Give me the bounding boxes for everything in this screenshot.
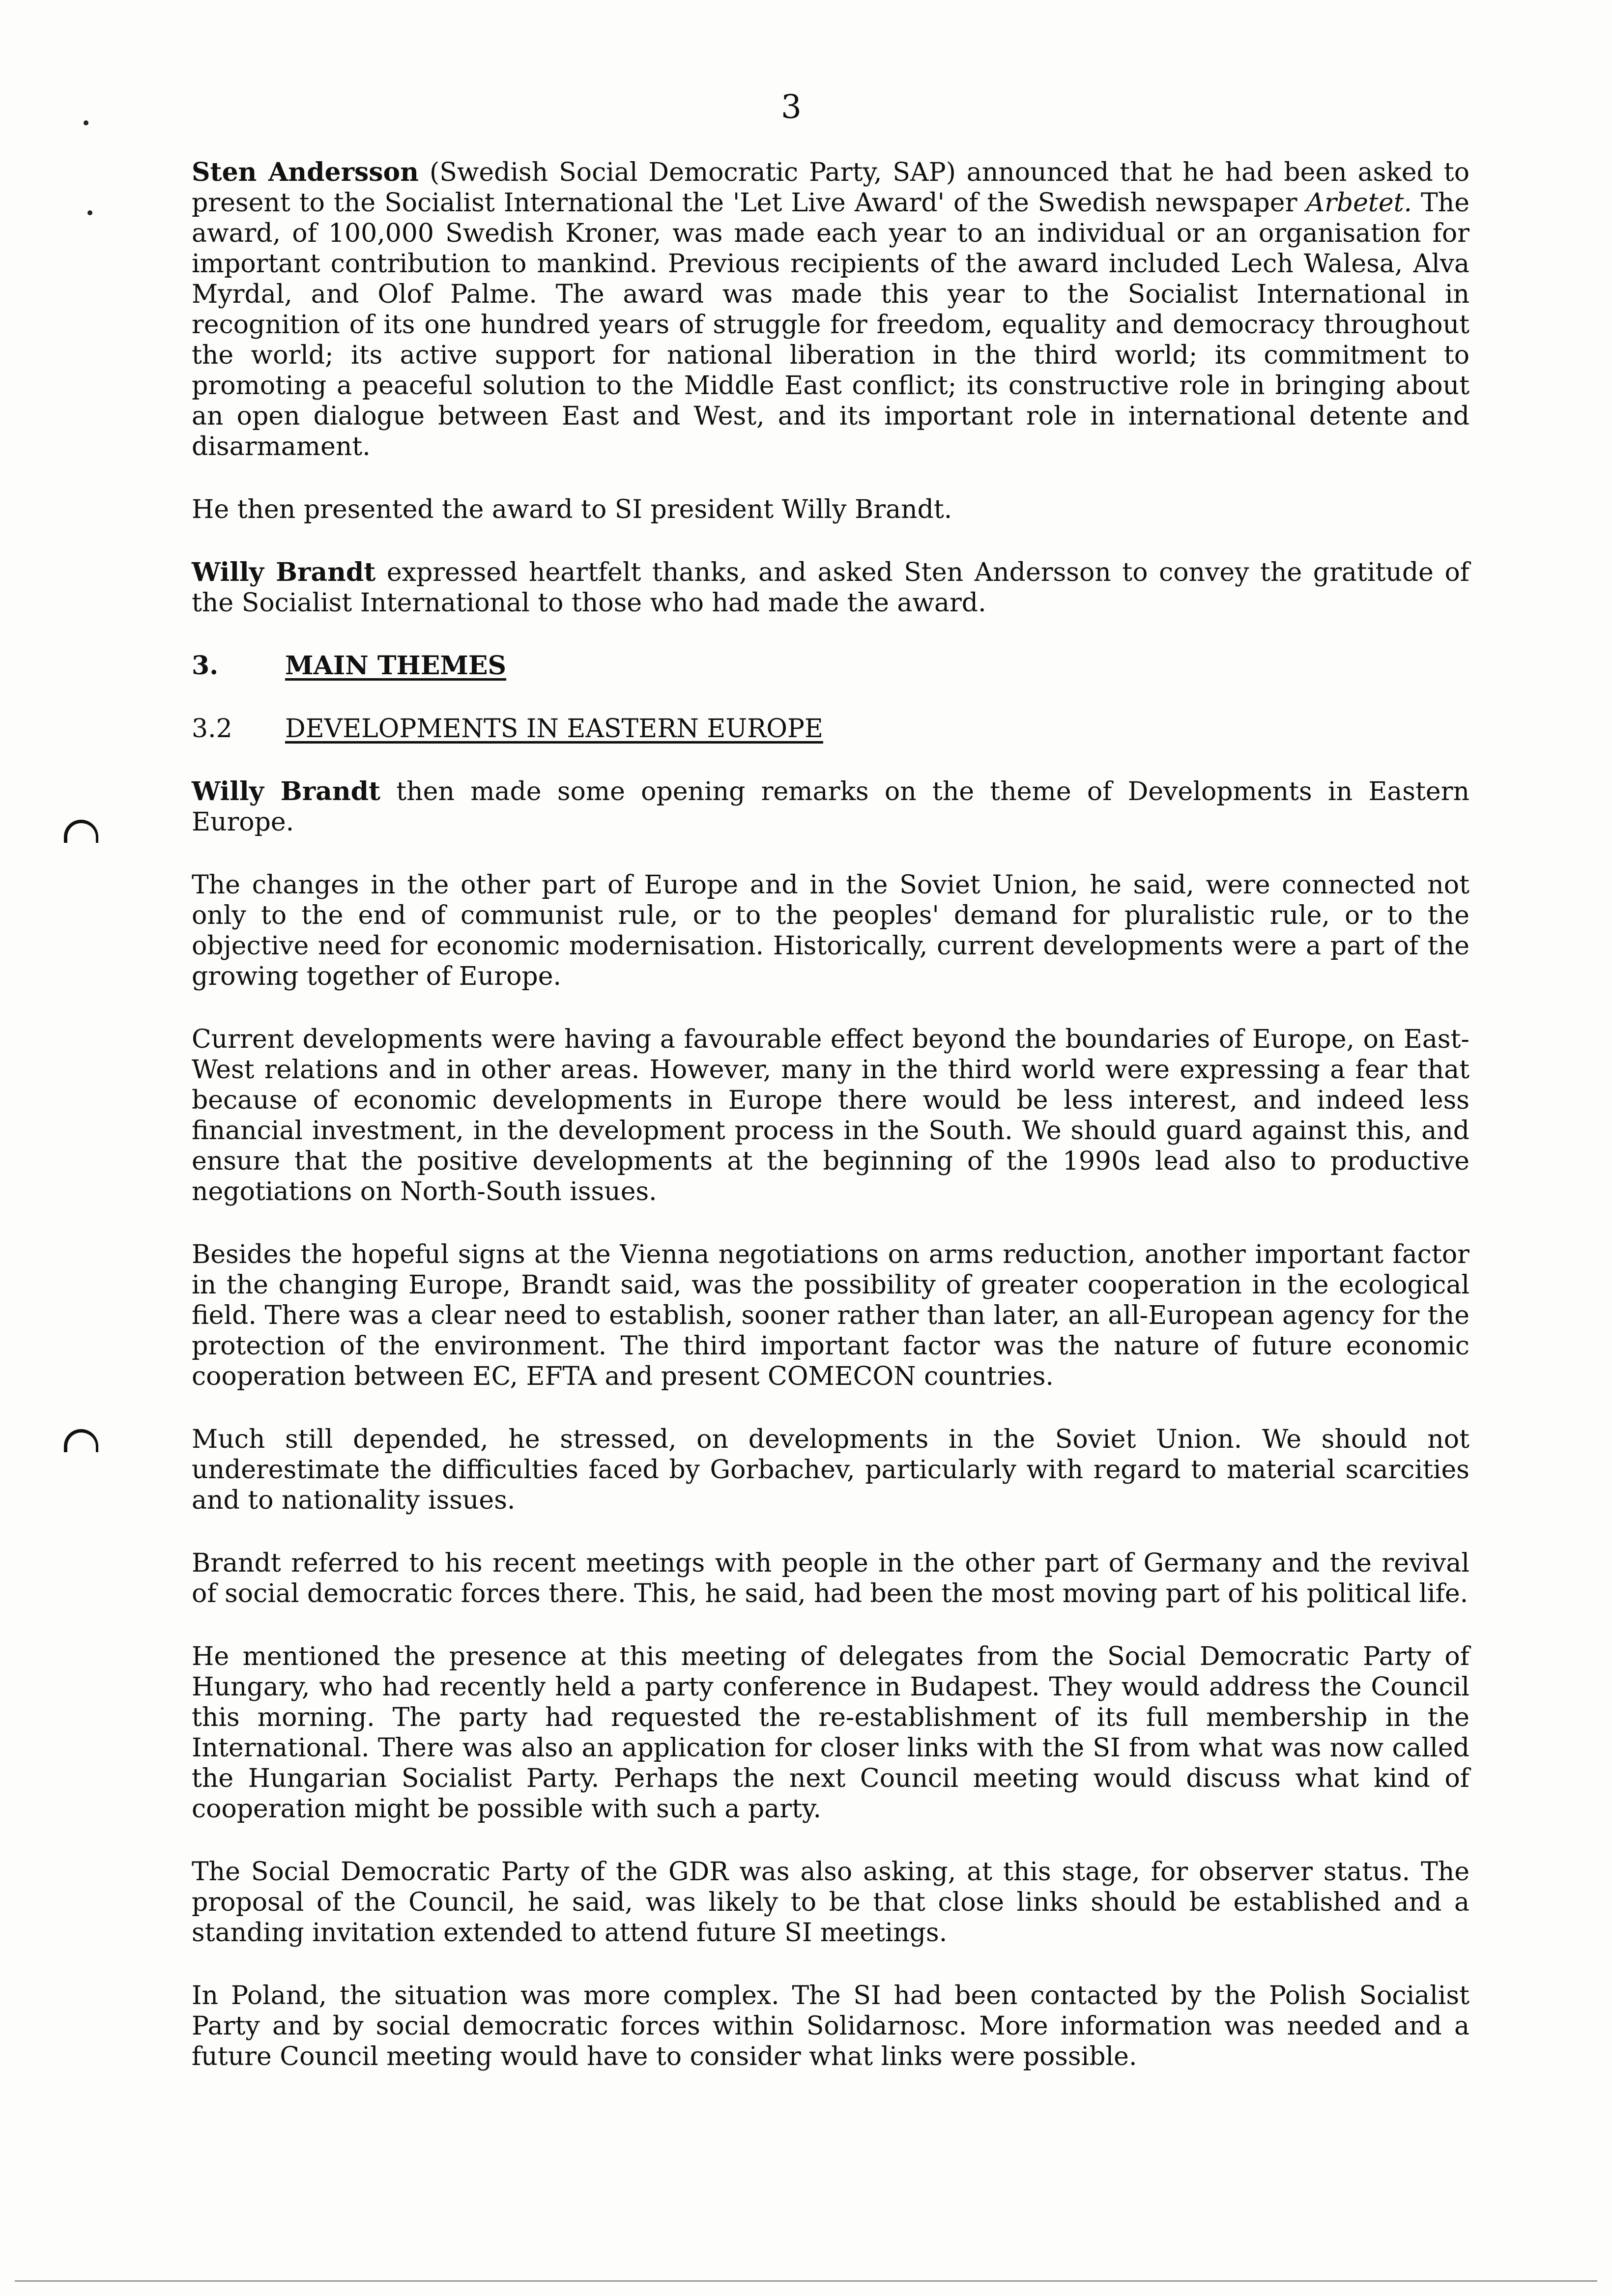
section-heading-main-themes (192, 651, 1469, 681)
section-title: DEVELOPMENTS IN EASTERN EUROPE (285, 714, 823, 744)
paragraph-changes-in-europe: The changes in the other part of Europe and in the Soviet Union, he said, were connected not only to the end of communist rule, or to the peoples' demand for pluralistic rule, or to the objective need for economic modernisation. Historically, current developments were a part of the growing together of Europe. (192, 870, 1469, 991)
newspaper-name: Arbetet. (1306, 188, 1412, 218)
margin-arc-mark (64, 1429, 98, 1452)
paragraph-text: expressed heartfelt thanks, and asked Sten Andersson to convey the gratitude of the Socialist International to those who had made the award. (192, 558, 1470, 618)
paragraph-award-announcement (192, 157, 1469, 462)
section-number: 3. (192, 651, 219, 681)
page-number: 3 (781, 88, 802, 126)
paragraph-germany: Brandt referred to his recent meetings with people in the other part of Germany and the revival of social democratic forces there. This, he said, had been the most moving part of his political life. (192, 1549, 1469, 1608)
speaker-name: Willy Brandt (192, 557, 376, 587)
margin-arc-mark (64, 820, 98, 843)
section-title: MAIN THEMES (285, 651, 507, 681)
paragraph-poland: In Poland, the situation was more complex. The SI had been contacted by the Polish Socialist Party and by social democratic forces within Solidarnosc. More information was needed and a future Council meeting would have to consider what links were possible. (192, 1981, 1469, 2071)
paragraph-award-presented: He then presented the award to SI president Willy Brandt. (192, 495, 952, 524)
paragraph-opening-remarks (192, 776, 1469, 837)
paragraph-text: then made some opening remarks on the theme of Developments in Eastern Europe. (192, 777, 1469, 837)
paragraph-text: The award, of 100,000 Swedish Kroner, was made each year to an individual or an organisation for important contribution to mankind. Previous recipients of the award included Lech Walesa, Alva Myrdal, and Olof Palme. The award was made this year to the Socialist International in recognition of its one hundred years of struggle for freedom, equality and democracy throughout the world; its active support for national liberation in the third world; its commitment to promoting a peaceful solution to the Middle East conflict; its constructive role in bringing about an open dialogue between East and West, and its important role in international detente and disarmament. (192, 188, 1469, 461)
speaker-name: Sten Andersson (192, 157, 419, 187)
paragraph-gdr: The Social Democratic Party of the GDR was also asking, at this stage, for observer status. The proposal of the Council, he said, was likely to be that close links should be established and a standing invitation extended to attend future SI meetings. (192, 1857, 1469, 1948)
paragraph-soviet-union: Much still depended, he stressed, on developments in the Soviet Union. We should not underestimate the difficulties faced by Gorbachev, particularly with regard to material scarcities and to nationality issues. (192, 1425, 1469, 1515)
paragraph-vienna-negotiations: Besides the hopeful signs at the Vienna negotiations on arms reduction, another important factor in the changing Europe, Brandt said, was the possibility of greater cooperation in the ecological field. There was a clear need to establish, sooner rather than later, an all-European agency for the protection of the environment. The third important factor was the nature of future economic cooperation between EC, EFTA and present COMECON countries. (192, 1240, 1469, 1391)
paragraph-hungary: He mentioned the presence at this meeting of delegates from the Social Democratic Party of Hungary, who had recently held a party conference in Budapest. They would address the Council this morning. The party had requested the re-establishment of its full membership in the International. There was also an application for closer links with the SI from what was now called the Hungarian Socialist Party. Perhaps the next Council meeting would discuss what kind of cooperation might be possible with such a party. (192, 1642, 1469, 1824)
footer-rule (15, 2280, 1597, 2282)
margin-dot-mark (84, 120, 88, 125)
paragraph-brandt-thanks (192, 557, 1469, 618)
margin-dot-mark (87, 210, 92, 215)
speaker-name: Willy Brandt (192, 776, 381, 806)
paragraph-current-developments: Current developments were having a favourable effect beyond the boundaries of Europe, on East-West relations and in other areas. However, many in the third world were expressing a fear that because of economic developments in Europe there would be less interest, and indeed less financial investment, in the development process in the South. We should guard against this, and ensure that the positive developments at the beginning of the 1990s lead also to productive negotiations on North-South issues. (192, 1025, 1469, 1206)
section-number: 3.2 (192, 714, 232, 744)
paragraph-text: (Swedish Social Democratic Party, SAP) announced that he had been asked to present to the Socialist International the 'Let Live Award' of the Swedish newspaper (192, 158, 1469, 218)
document-body (192, 157, 1469, 2072)
section-heading-eastern-europe (192, 714, 1469, 744)
